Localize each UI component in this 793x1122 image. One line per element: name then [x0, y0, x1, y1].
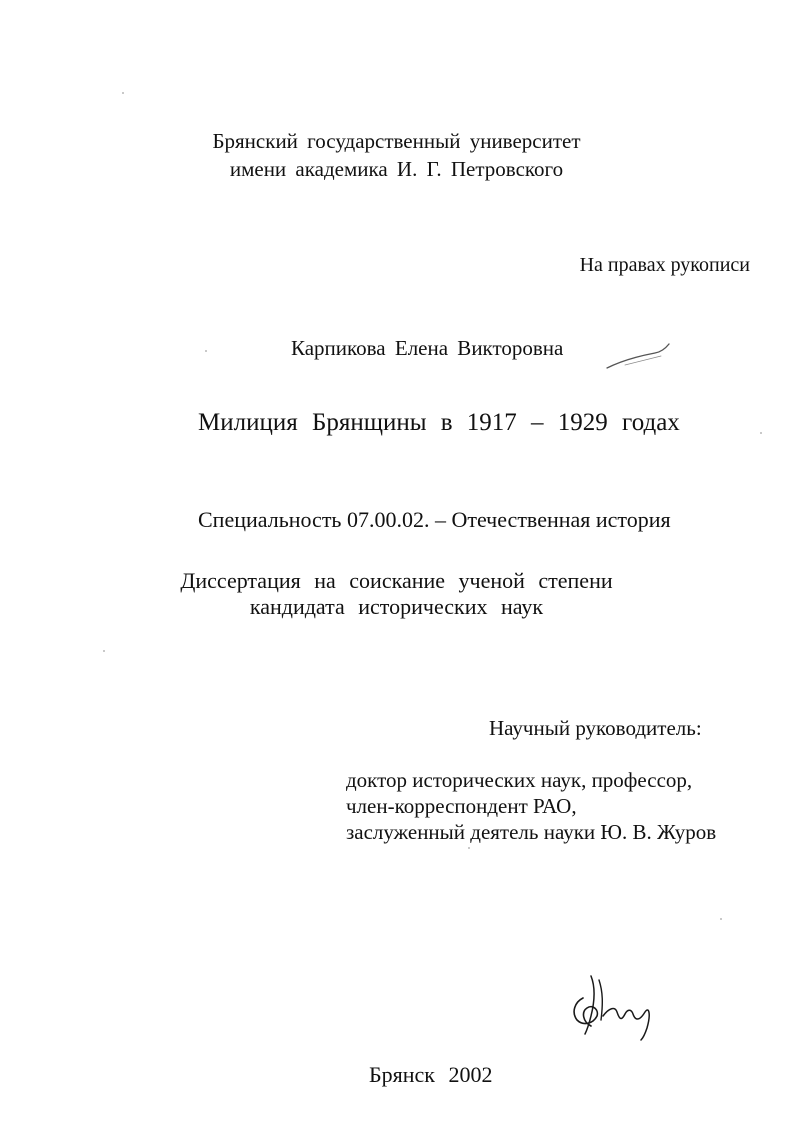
scan-speck	[103, 650, 105, 652]
author-name: Карпикова Елена Викторовна	[291, 336, 564, 360]
university-name-line1: Брянский государственный университет	[212, 129, 581, 153]
supervisor-heading: Научный руководитель:	[489, 716, 702, 740]
degree-line1: Диссертация на соискание ученой степени	[180, 568, 613, 593]
supervisor-title-and-name: заслуженный деятель науки Ю. В. Журов	[346, 820, 717, 844]
scan-speck	[760, 432, 762, 434]
university-name-line2: имени академика И. Г. Петровского	[229, 157, 564, 181]
scan-speck	[720, 918, 722, 920]
scan-speck	[468, 847, 470, 849]
specialty: Специальность 07.00.02. – Отечественная история	[198, 507, 671, 532]
supervisor-degree: доктор исторических наук, профессор,	[346, 768, 693, 792]
supervisor-membership: член-корреспондент РАО,	[346, 794, 577, 818]
handwritten-signature	[565, 968, 655, 1040]
scan-speck	[205, 350, 207, 352]
city-and-year: Брянск 2002	[369, 1062, 493, 1087]
pen-stroke-mark	[605, 338, 673, 372]
manuscript-rights-note: На правах рукописи	[579, 254, 750, 276]
degree-line2: кандидата исторических наук	[249, 594, 544, 619]
dissertation-title: Милиция Брянщины в 1917 – 1929 годах	[198, 409, 680, 436]
scan-speck	[122, 92, 124, 94]
